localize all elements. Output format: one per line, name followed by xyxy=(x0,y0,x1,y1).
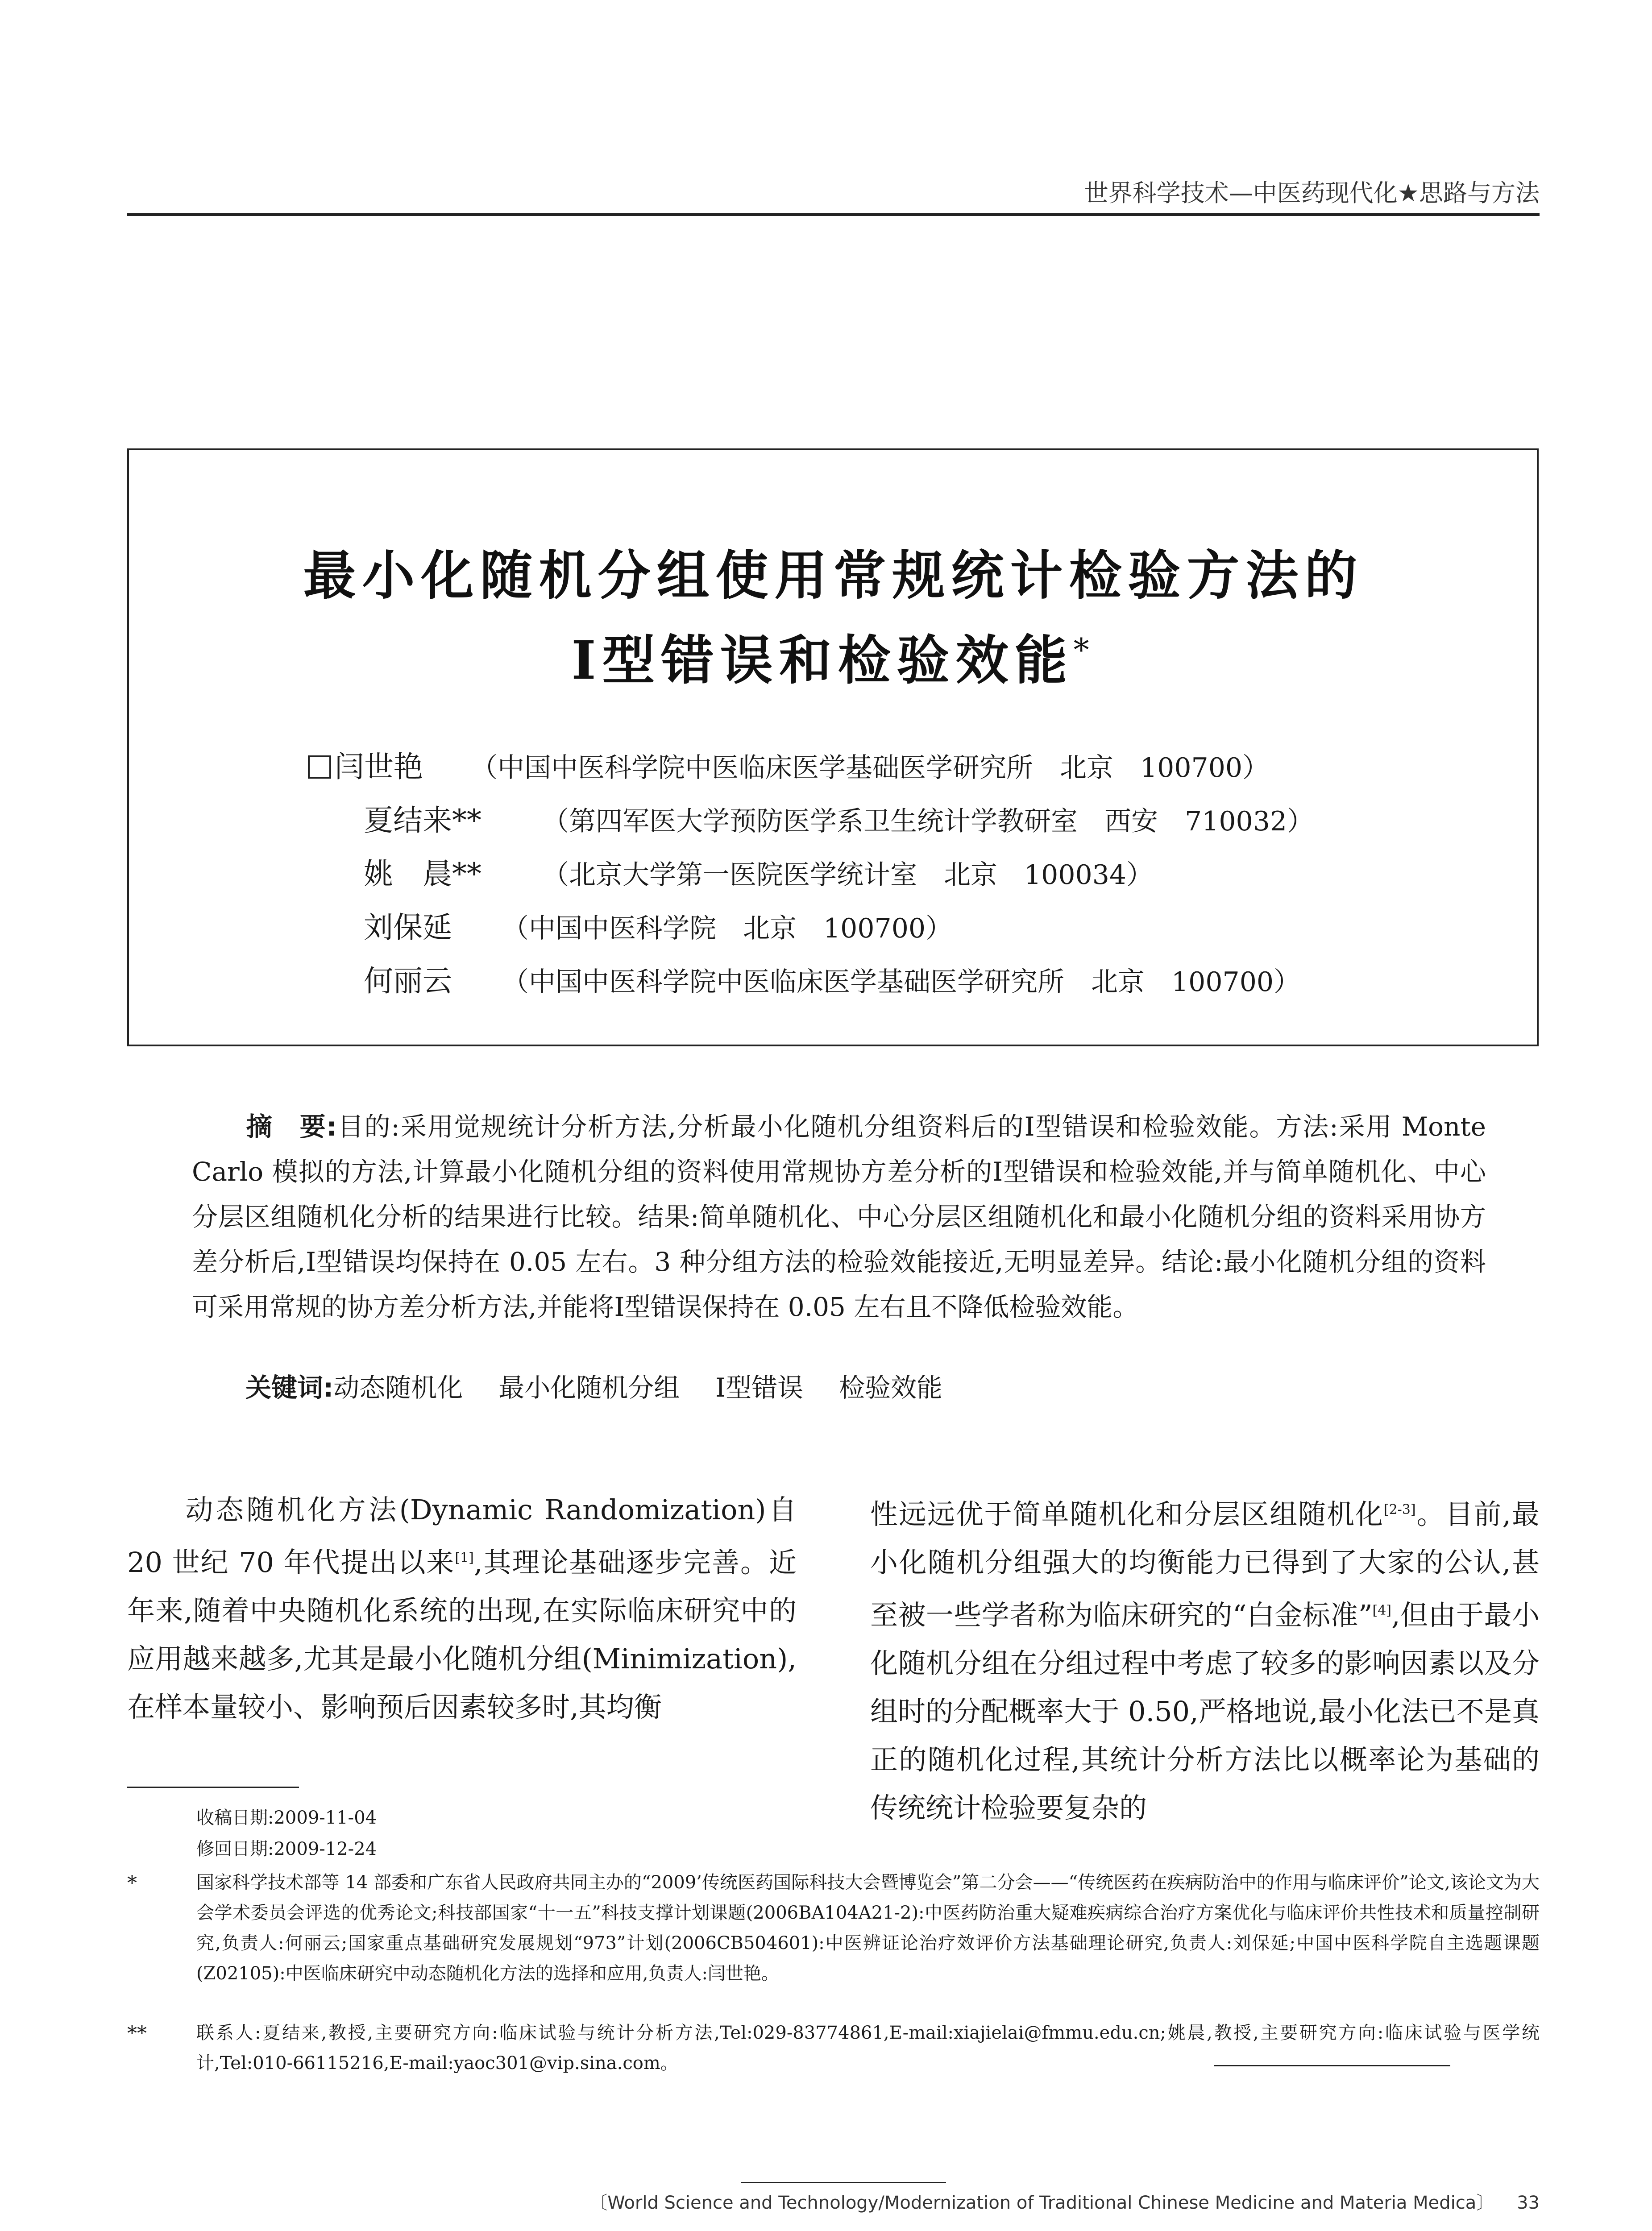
funding-footnote: 国家科学技术部等 14 部委和广东省人民政府共同主办的“2009’传统医药国际科技大会暨博览会”第二分会——“传统医药在疾病防治中的作用与临床评价”论文,该论文为大会学术委员会评选的优秀论文;科技部国家“十一五”科技支撑计划课题(2006BA104A21-2):中医药防治重大疑难疾病综合治疗方案优化与临床评价共性技术和质量控制研究,负责人:何丽云;国家重点基础研究发展规划“973”计划(2006CB504601):中医辨证论治疗效评价方法基础理论研究,负责人:刘保延;中国中医科学院自主选题课题(Z02105):中医临床研究中动态随机化方法的选择和应用,负责人:闫世艳。 xyxy=(196,1872,1540,1984)
citation-ref: [2-3] xyxy=(1383,1502,1416,1518)
body-text: 动态随机化方法(Dynamic Randomization)自 20 世纪 70 年代提出以来 xyxy=(127,1493,797,1579)
author-row xyxy=(364,850,1153,892)
header-rule xyxy=(127,213,1540,216)
author-name: 姚 晨** xyxy=(364,857,481,891)
journal-citation: 〔World Science and Technology/Modernization of Traditional Chinese Medicine and Materia Medica〕 xyxy=(589,2193,1494,2213)
author-affiliation: （中国中医科学院中医临床医学基础医学研究所 北京 100700） xyxy=(502,966,1301,998)
keyword: Ⅰ型错误 xyxy=(715,1373,804,1403)
author-affiliation: （第四军医大学预防医学系卫生统计学教研室 西安 710032） xyxy=(542,806,1314,837)
author-row xyxy=(364,796,1314,839)
keyword: 动态随机化 xyxy=(333,1373,463,1403)
body-text: 性远远优于简单随机化和分层区组随机化 xyxy=(870,1498,1384,1530)
body-text: 。目前,最小化随机分组强大的均衡能力已得到了大家的公认,甚至被一些学者称为临床研究的“白金标准” xyxy=(870,1498,1540,1631)
author-name: 闫世艳 xyxy=(335,750,423,784)
abstract-label: 摘 要: xyxy=(245,1111,337,1142)
author-affiliation: （中国中医科学院中医临床医学基础医学研究所 北京 100700） xyxy=(471,752,1270,784)
author-name: 夏结来** xyxy=(364,803,481,838)
footnote-mark-star: * xyxy=(127,1872,137,1895)
abstract xyxy=(192,1104,1486,1330)
article-title-line-2-text: Ⅰ型错误和检验效能 xyxy=(571,629,1074,691)
email-underline xyxy=(1214,2065,1450,2066)
keyword: 检验效能 xyxy=(839,1373,943,1403)
author-marker-box xyxy=(308,755,331,779)
page-number: 33 xyxy=(1517,2193,1540,2213)
body-text: ,但由于最小化随机分组在分组过程中考虑了较多的影响因素以及分组时的分配概率大于 0.50,严格地说,最小化法已不是真正的随机化过程,其统计分析方法比以概率论为基础的传统统计检验要复杂的 xyxy=(870,1599,1540,1824)
article-title-line-1: 最小化随机分组使用常规统计检验方法的 xyxy=(303,544,1364,606)
citation-ref: [4] xyxy=(1372,1603,1392,1618)
article-title-line-2 xyxy=(127,618,1540,694)
keywords-label: 关键词: xyxy=(245,1373,334,1403)
revised-date: 修回日期:2009-12-24 xyxy=(196,1839,377,1859)
citation-ref: [1] xyxy=(455,1550,474,1566)
author-name: 何丽云 xyxy=(364,964,452,998)
page-footer xyxy=(127,2189,1540,2214)
email-underline xyxy=(741,2182,946,2183)
received-date: 收稿日期:2009-11-04 xyxy=(196,1808,377,1828)
author-row xyxy=(364,957,1300,999)
author-row xyxy=(308,743,1269,785)
body-column-left xyxy=(127,1486,797,1731)
abstract-text: 目的:采用觉规统计分析方法,分析最小化随机分组资料后的Ⅰ型错误和检验效能。方法:采用 Monte Carlo 模拟的方法,计算最小化随机分组的资料使用常规协方差分析的Ⅰ型错误和检验效能,并与简单随机化、中心分层区组随机化分析的结果进行比较。结果:简单随机化、中心分层区组随机化和最小化随机分组的资料采用协方差分析后,Ⅰ型错误均保持在 0.05 左右。3 种分组方法的检验效能接近,无明显差异。结论:最小化随机分组的资料可采用常规的协方差分析方法,并能将Ⅰ型错误保持在 0.05 左右且不降低检验效能。 xyxy=(192,1111,1486,1322)
author-row xyxy=(364,904,952,946)
title-footnote-mark: * xyxy=(1073,631,1096,668)
footnote-rule xyxy=(127,1787,299,1788)
contact-footnote: 联系人:夏结来,教授,主要研究方向:临床试验与统计分析方法,Tel:029-83774861,E-mail:xiajielai@fmmu.edu.cn;姚晨,教授,主要研究方向:临床试验与医学统计,Tel:010-66115216,E-mail:yaoc301@vip.sina.com。 xyxy=(196,2023,1540,2073)
author-name: 刘保延 xyxy=(364,910,452,945)
body-column-right xyxy=(870,1486,1540,1832)
keywords xyxy=(192,1365,1486,1410)
author-affiliation: （北京大学第一医院医学统计室 北京 100034） xyxy=(542,859,1154,891)
footnote-mark-double-star: ** xyxy=(127,2022,147,2045)
body-text: ,其理论基础逐步完善。近年来,随着中央随机化系统的出现,在实际临床研究中的应用越来越多,尤其是最小化随机分组(Minimization),在样本量较小、影响预后因素较多时,其均衡 xyxy=(127,1546,797,1723)
keyword: 最小化随机分组 xyxy=(498,1373,680,1403)
running-header: 世界科学技术—中医药现代化★思路与方法 xyxy=(1084,179,1540,207)
author-affiliation: （中国中医科学院 北京 100700） xyxy=(502,913,953,944)
